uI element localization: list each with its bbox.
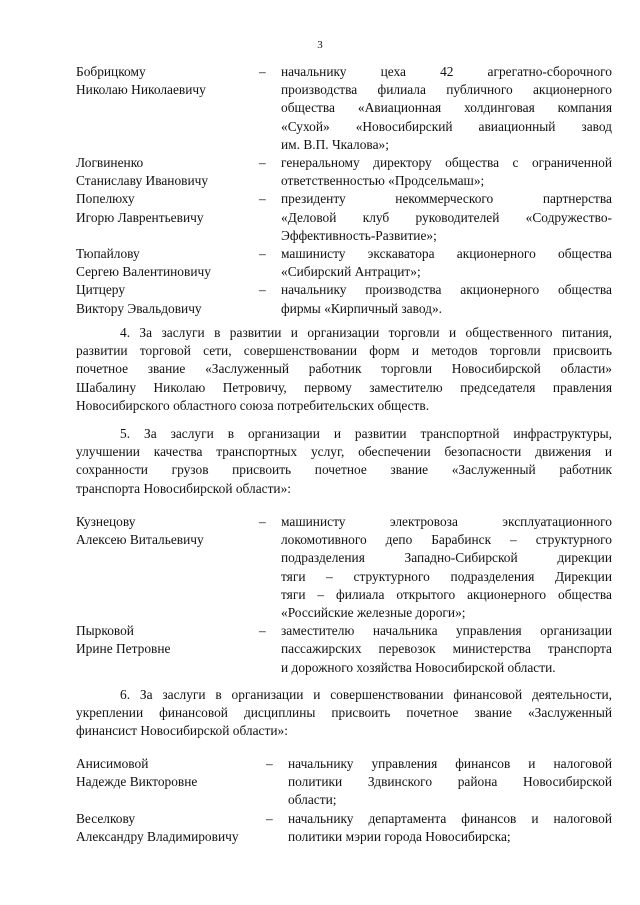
recipient-name-line: Бобрицкому [76,64,146,79]
award-list-group2 [76,513,612,677]
dash-separator: – [266,810,273,826]
dash-separator: – [259,64,266,79]
award-entry [76,622,612,677]
recipient-name-line: Александру Владимировичу [76,828,239,844]
recipient-position-line: генеральному директору общества с ограниченной [281,155,612,171]
paragraph-4 [76,324,612,415]
recipient-name-line: Ирине Петровне [76,641,171,657]
recipient-position-line: области; [288,792,337,808]
recipient-position-line: Эффективность-Развитие»; [281,227,437,243]
recipient-name [76,810,266,846]
paragraph-line: 5. За заслуги в организации и развитии транспортной инфраструктуры, [120,426,612,441]
recipient-position-line: локомотивного депо Барабинск – структурного [281,532,612,548]
recipient-name-line: Попелюху [76,191,135,207]
recipient-position-line: «Сибирский Антрацит»; [281,264,421,280]
recipient-position-line: им. В.П. Чкалова»; [281,136,389,152]
recipient-name [76,190,266,226]
recipient-position [281,154,612,190]
award-list-group3 [76,755,612,846]
paragraph-line: транспорта Новосибирской области»: [76,480,292,496]
recipient-name-line: Надежде Викторовне [76,774,198,790]
recipient-position [281,513,612,622]
award-entry [76,513,612,622]
recipient-position-line: фирмы «Кирпичный завод». [281,300,443,316]
recipient-name [76,63,266,99]
paragraph-line: Новосибирского областного союза потребительских обществ. [76,397,430,413]
recipient-position [288,755,612,810]
recipient-position-line: тяги – структурного подразделения Дирекции [281,568,612,584]
recipient-name-line: Сергею Валентиновичу [76,264,211,280]
award-entry [76,154,612,190]
paragraph-line: сохранности грузов присвоить почетное звание «Заслуженный работник [76,462,612,478]
recipient-position [281,622,612,677]
recipient-position-line: начальнику цеха 42 агрегатно-сборочного [281,64,612,79]
dash-separator: – [259,191,266,207]
award-entry [76,281,612,317]
recipient-position-line: «Сухой» «Новосибирский авиационный завод [281,118,612,134]
recipient-position-line: заместителю начальника управления организации [281,623,612,639]
recipient-position-line: президенту некоммерческого партнерства [281,191,612,207]
award-entry [76,190,612,245]
recipient-position-line: тяги – филиала открытого акционерного общества [281,586,612,602]
award-entry [76,810,612,846]
paragraph-line: почетное звание «Заслуженный работник торговли Новосибирской области» [76,361,612,377]
dash-separator: – [259,623,266,639]
recipient-name-line: Станиславу Ивановичу [76,173,209,189]
paragraph-line: 6. За заслуги в организации и совершенствовании финансовой деятельности, [120,687,612,702]
recipient-position [281,190,612,245]
recipient-position-line: производства филиала публичного акционерного [281,82,612,98]
recipient-name [76,513,266,549]
recipient-position [288,810,612,846]
paragraph-5 [76,425,612,498]
paragraph-line: 4. За заслуги в развитии и организации торговли и общественного питания, [120,325,612,340]
recipient-position-line: ответственностью «Продсельмаш»; [281,173,485,189]
dash-separator: – [259,514,266,529]
recipient-name [76,622,266,658]
recipient-position-line: пассажирских перевозок министерства транспорта [281,641,612,657]
recipient-name [76,245,266,281]
recipient-position-line: политики мэрии города Новосибирска; [288,828,511,844]
recipient-position [281,63,612,154]
recipient-position-line: подразделения Западно-Сибирской дирекции [281,550,612,566]
paragraph-line: улучшении качества транспортных услуг, обеспечении безопасности движения и [76,444,612,460]
recipient-name [76,281,266,317]
recipient-name-line: Николаю Николаевичу [76,82,206,98]
recipient-name-line: Логвиненко [76,155,144,171]
recipient-position-line: начальнику департамента финансов и налоговой [288,810,612,826]
recipient-position-line: общества «Авиационная холдинговая компания [281,100,612,116]
dash-separator: – [259,246,266,262]
recipient-name-line: Кузнецову [76,514,136,529]
recipient-position-line: «Деловой клуб руководителей «Содружество- [281,209,612,225]
recipient-position-line: и дорожного хозяйства Новосибирской области. [281,659,556,675]
page-number: 3 [317,39,323,51]
award-list-group1 [76,63,612,318]
recipient-name [76,154,266,190]
recipient-position [281,281,612,317]
dash-separator: – [259,282,266,298]
recipient-name-line: Виктору Эвальдовичу [76,300,202,316]
paragraph-line: Шабалину Николаю Петровичу, первому заместителю председателя правления [76,379,612,395]
recipient-name-line: Пырковой [76,623,134,639]
paragraph-line: развитии торговой сети, совершенствовании форм и методов торговли присвоить [76,343,612,359]
recipient-position-line: начальнику управления финансов и налоговой [288,756,612,771]
recipient-name [76,755,266,791]
dash-separator: – [266,756,273,771]
award-entry [76,63,612,154]
recipient-position-line: машинисту электровоза эксплуатационного [281,514,612,529]
paragraph-line: финансист Новосибирской области»: [76,723,288,739]
recipient-name-line: Тюпайлову [76,246,140,262]
recipient-name-line: Игорю Лаврентьевичу [76,209,204,225]
paragraph-6 [76,686,612,741]
recipient-name-line: Веселкову [76,810,136,826]
recipient-position-line: начальнику производства акционерного общества [281,282,612,298]
paragraph-line: укреплении финансовой дисциплины присвоить почетное звание «Заслуженный [76,705,612,721]
recipient-name-line: Цитцеру [76,282,126,298]
recipient-position-line: политики Здвинского района Новосибирской [288,774,612,790]
recipient-position-line: машинисту экскаватора акционерного общества [281,246,612,262]
recipient-position [281,245,612,281]
recipient-position-line: «Российские железные дороги»; [281,605,466,621]
recipient-name-line: Анисимовой [76,756,149,771]
award-entry [76,755,612,810]
dash-separator: – [259,155,266,171]
award-entry [76,245,612,281]
recipient-name-line: Алексею Витальевичу [76,532,204,548]
